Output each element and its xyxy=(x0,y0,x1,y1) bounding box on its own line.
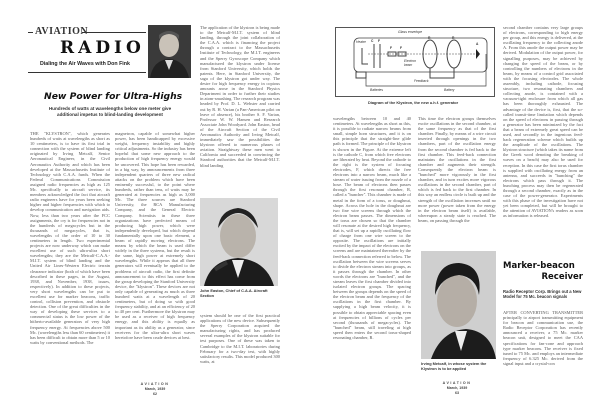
article-column-2: magnetron, capable of somewhat higher power, has been handicapped by excessive weight, frequency instability and highly critical adjustments. So the industry has been hopeful that some new approach to the production of high frequency energy would be uncovered. This hope has been rewarded, in a big way, by announcements from three independent quarters of three new radical attacks on the problem which have been eminently successful, to the point where hundreds, rather than tens, of watts may be generated at frequencies as high as 3,000 Mc. The three sources are Stanford University, the RCA Manufacturing Company, and the General Electric Company. Scientists in these three organizations have perfected means of producing high power, which were independently developed, but which depend fundamentally upon one basic element, a beam of rapidly moving electrons. The means by which the beam is used differ widely in the three systems, but the result is the same, high power at extremely short wavelengths. While it appears that all three generators will eventually be applied to the problems of aircraft radio, the first definite announcement to this effect has come from the group developing the Stanford University device, the "klystron". These devices are not only capable of generating as much as three hundred watts at a wavelength of 20 centimeters, but of doing so with good frequency stability, and at an efficiency of 20 to 40 per cent. Furthermore the klystron may be used as a receiver of high frequency energy, and this ability is equally as important as its ability as a generator, since receivers for the ultra-ultra short waves heretofore have been crude devices at best. xyxy=(115,131,195,340)
page-number: 63 xyxy=(455,391,459,395)
article-title: New Power for Ultra-Highs xyxy=(44,91,183,102)
footer-brand: AVIATION xyxy=(442,381,472,385)
marker-title-line1: Marker-beacon xyxy=(503,261,575,271)
klystron-diagram xyxy=(335,27,495,97)
marker-deck: Radio Receptor Corp. Brings out a New Model for 75 Mc. beacon signals xyxy=(503,289,582,299)
photo-don-fink xyxy=(148,25,191,78)
diagram-label-f3: F xyxy=(400,46,403,50)
footer-date: March, 1939 xyxy=(144,387,166,391)
page-number: 62 xyxy=(153,392,157,396)
diagram-label-f2: F xyxy=(390,46,393,50)
tagline: Dialing the Air Waves with Don Fink xyxy=(40,61,130,67)
diagram-label-envelope: Glass envelope xyxy=(398,30,423,34)
diagram-label-beam: Electron beam xyxy=(404,59,417,67)
footer-right xyxy=(437,381,477,396)
diagram-label-batteries: Batteries xyxy=(370,88,384,92)
photo-caption-metcalf: Irving Metcalf, in whose system the Klystron is to be applied xyxy=(421,361,487,371)
diagram-label-feedback: Feedback xyxy=(414,79,429,83)
right-column-2: This time the electron groups themselves excite oscillations in the second chamber, at the same frequency as that of the first chamber. Finally, by means of a wire circuit inserted through openings in the two chambers, part of the oscillation energy from the second chamber is fed back to the first chamber. This feed-back connection maintains the oscillations in the first chamber and augments their strength. Consequently the electron beam is "bunched" more vigorously in the first chamber, and in turn excites more vigorous oscillations in the second chamber, part of which is fed back to the first chamber. In this way an endless circle is built up and the strength of the oscillation increases until no more power (power taken from the energy in the electron beam itself) is available, whereupon a steady state is reached. The beam, on passing through the xyxy=(418,116,496,223)
diagram-label-heater: Heater xyxy=(356,40,366,44)
right-column-1: wavelengths between 10 and 40 centimeters. At wavelengths as short as this, it is possible to radiate narrow beams from small, simple horn structures, and it is on this principle that the straight-line glide path is formed. The principle of the klystron is shown in the Figure. At the extreme left is the cathode C, from which free electrons are liberated by heat. Beyond the cathode to the right is the system of focusing electrodes, F, which directs the free electrons into a narrow beam, much like a stream of water issuing from the nozzle of a hose. The beam of electrons then passes through the first resonant chamber, R, called a "buncher". This chamber is made of metal in the form of a torus, or doughnut, shape. Across the hole in the doughnut are two fine wire screens through which the electron beam passes. The dimensions of the torus are chosen so that the chamber will resonate at the desired high frequency, that is, will set up a rapidly oscillating flow of charge from one wire screen to the opposite. The oscillations are initially excited by the impact of the electrons on the screens and are maintained thereafter by the feed-back connection referred to below. The oscillation between the wire screens serves to divide the electron stream into groups, as it passes through the chamber. In other words the electrons are "bunched", and the stream leaves the first chamber divided into isolated electron groups. The spacing between the groups depends on the speed of the electron beam and the frequency of the oscillations in the first chamber. By supplying a high beam velocity, it is possible to obtain appreciable spacing even at frequencies of billions of cycles per second (thousands of megacycles). The "bunched" beam, still traveling at high speed then enters the second torus-shaped resonating chamber, R. xyxy=(333,116,411,341)
photo-irving-metcalf xyxy=(421,251,496,359)
brand-aviation: AVIATION xyxy=(35,26,89,37)
photo-john-easton xyxy=(200,198,278,286)
rule xyxy=(28,72,146,73)
article-column-3a: The application of the klystron is being made to the Metcalf-M.I.T. system of blind landing, through the joint collaboration of the C.A.A. which is financing the project through a contract to the Massachusetts Institute of Technology, the M.I.T. engineers and the Sperry Gyroscope Company which manufactured the klystron under license from Stanford University, which holds the patents. Here, in Stanford University, the saga of the klystron got under way. The desire for high frequency energy in copious amounts arose in the Stanford Physics Department in order to further their studies in atom-smashing. The research program was headed by Prof. D. L. Webster and carried out by R. H. Varian (a Pan-American pilot on leave of absence), his brother S. F. Varian, Professor W. W. Hansen and Research Associate John Woodyard. John Easton, head of the Aircraft Section of the Civil Aeronautics Authority and Irving Metcalf, immediately saw the possibilities the klystron offered to numerous phases of aviation. Straightway these men went to California and succeeded in convincing the Stanford authorities that the Metcalf-M.I.T. blind landing xyxy=(200,25,280,168)
diagram-caption: Diagram of the Klystron, the new u.h.f. generator xyxy=(368,100,459,105)
diagram-label-r1: R xyxy=(428,36,431,40)
marker-title-line2: Receiver xyxy=(541,272,583,282)
footer-left xyxy=(135,382,175,397)
right-column-3: second chamber contains very large groups of electrons, corresponding to high energy per group, and this energy is delivered, at the oscillating frequency to the collecting anode A. From this anode the output power may be derived. Modulation of the output power, for signalling purposes, may be achieved by changing the speed of the beam, or by controlling the numbers of electrons in the beam, by means of a control grid associated with the focusing electrodes. The whole assembly, including cathode, focusing structure, two resonating chambers and collecting anode, is contained with a vacuum-tight enclosure from which all gas has been thoroughly exhausted. The advantage of the device is, first, that the so-called transit-time limitation which depends on the speed of electrons in passing through a generator has been minimized by the fact that a beam of extremely great speed can be used, and secondly in the ingenious feed-back regeneration scheme which builds up the amplitude of the oscillations. The klystron structure (which takes its name from the Greek word denoting the breaking of waves on a beach) may also be used for reception. In this case the first torus chamber is supplied with oscillating energy from an antenna, and succeeds in "bunching" the electrons which pass through it. The bunching process may then be regenerated through a second chamber, exactly as in the case of the power-generator. Experiments with this phase of the investigation have not yet been completed, but will be brought to the attention of AVIATION's readers as soon as information is released. xyxy=(503,25,583,219)
section-header xyxy=(28,26,146,76)
diagram-label-c: C xyxy=(371,39,374,43)
photo-caption-easton: John Easton, Chief of C.A.A. Aircraft Section xyxy=(200,288,268,298)
rule xyxy=(82,32,146,33)
article-column-1: THE "KLYSTRON", which generates hundreds of watts at wavelengths as short as 10 centimeters, is to have its first trial in connection with the system of blind landing originated by Irving Metcalf, Senior Aeronautical Engineer, in the Civil Aeronautics Authority and which has been developed at the Massachusetts Institute of Technology with C.A.A. funds. When the Federal Communications Commission assigned radio frequencies as high as 125 Mc. specifically to aircraft service, its members acknowledged the fact that aircraft radio engineers have for years been seeking higher and higher frequencies with which to develop communication and navigation aids. Now, less than two years after the FCC assignments, the cry is for frequencies not in the hundreds of megacycles but in the thousands of megacycles, that is, wavelengths of the order of 10 to 30 centimeters in length. Two experimental projects are now underway which can make excellent use of such ultra-ultra short wavelengths; they are the Metcalf-C.A.A.-M.I.T. system of blind landing and the United Air Lines-Western Electric terrain clearance indicator (both of which have been described in these pages, in the August, 1938, and November, 1938, issues, respectively). In addition to these projects, very short wavelengths can be put to excellent use for marker beacons, traffic control, collision prevention, and obstacle detection. One of the great difficulties in the way of developing these services to a commercial status is the low power of the hitherto-available generators of very high frequency energy. At frequencies above 500 Mc. (wavelengths less than 60 centimeters) it has been difficult to obtain more than 5 or 10 watts by conventional methods. The xyxy=(30,131,110,345)
article-deck: Hundreds of watts at wavelengths below one meter give additional impetus to blind-landing development xyxy=(48,106,172,117)
diagram-label-a: A xyxy=(476,42,479,46)
marker-body: AFTER CONVERTING TRANSMITTER principally to airport transmitting equipment for beacon and communication use, the Radio Receptor Corporation has recently announced a receiver, a 75 Mc. marker beacon unit, designed to meet the CAA specifications for fan-cone and approach type marker beacons. The receiver is fixed tuned to 75 Mc. and employs an intermediate frequency of 6.325 Mc. derived from the signal input and a crystal-con xyxy=(503,310,583,366)
diagram-label-f1: F xyxy=(378,39,381,43)
footer-brand: AVIATION xyxy=(140,382,170,386)
article-column-3b: system should be one of the first practical applications of the new device. Subsequently the Sperry Corporation acquired the manufacturing rights, and has produced several examples of the klystron suitable for test purposes. One of these was taken to Cambridge to the M.I.T. laboratories during February for a two-day test, with highly satisfactory results. This model produced 300 watts, at xyxy=(200,313,280,364)
rule xyxy=(28,32,33,33)
diagram-label-battery: Battery xyxy=(444,88,455,92)
marker-beacon-title xyxy=(503,261,583,283)
section-title-radio: RADIO xyxy=(60,38,145,58)
diagram-label-r2: R xyxy=(452,36,455,40)
footer-date: March, 1939 xyxy=(446,386,468,390)
